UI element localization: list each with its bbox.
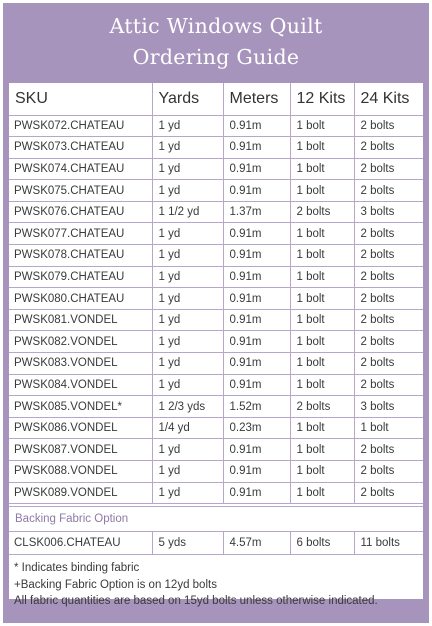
cell-24-kits: 2 bolts <box>354 309 423 331</box>
cell-12-kits: 1 bolt <box>290 266 354 288</box>
table-body <box>9 115 423 504</box>
cell-sku: PWSK088.VONDEL <box>9 461 152 483</box>
ordering-guide-card <box>3 3 429 623</box>
column-header-24-kits: 24 Kits <box>354 83 423 115</box>
cell-sku: PWSK074.CHATEAU <box>9 158 152 180</box>
cell-yards: 1 yd <box>152 266 223 288</box>
table-row <box>9 266 423 288</box>
cell-24-kits: 3 bolts <box>354 396 423 418</box>
cell-sku: PWSK083.VONDEL <box>9 353 152 375</box>
table-row <box>9 288 423 310</box>
cell-12-kits: 1 bolt <box>290 309 354 331</box>
cell-sku: PWSK079.CHATEAU <box>9 266 152 288</box>
ordering-table-sheet <box>9 83 423 608</box>
cell-yards: 1 yd <box>152 461 223 483</box>
cell-24-kits: 2 bolts <box>354 353 423 375</box>
cell-24-kits: 2 bolts <box>354 223 423 245</box>
cell-12-kits: 1 bolt <box>290 223 354 245</box>
table-row <box>9 137 423 159</box>
cell-yards: 1 yd <box>152 309 223 331</box>
cell-yards: 1 yd <box>152 223 223 245</box>
cell-24-kits: 2 bolts <box>354 439 423 461</box>
cell-24-kits: 2 bolts <box>354 288 423 310</box>
cell-12-kits: 1 bolt <box>290 374 354 396</box>
cell-24-kits: 2 bolts <box>354 331 423 353</box>
cell-12-kits: 2 bolts <box>290 201 354 223</box>
cell-24-kits: 3 bolts <box>354 201 423 223</box>
cell-yards: 1 yd <box>152 245 223 267</box>
backing-heading-row <box>9 507 423 532</box>
cell-yards: 1 yd <box>152 180 223 202</box>
cell-12-kits: 1 bolt <box>290 115 354 137</box>
table-row <box>9 201 423 223</box>
backing-yards: 5 yds <box>152 532 223 555</box>
footnote-binding: * Indicates binding fabric <box>14 562 140 575</box>
backing-12-kits: 6 bolts <box>290 532 354 555</box>
cell-sku: PWSK084.VONDEL <box>9 374 152 396</box>
cell-meters: 1.52m <box>223 396 290 418</box>
cell-12-kits: 1 bolt <box>290 158 354 180</box>
cell-12-kits: 1 bolt <box>290 331 354 353</box>
cell-sku: PWSK078.CHATEAU <box>9 245 152 267</box>
cell-yards: 1 1/2 yd <box>152 201 223 223</box>
cell-yards: 1 yd <box>152 137 223 159</box>
cell-meters: 0.91m <box>223 331 290 353</box>
table-row <box>9 461 423 483</box>
cell-meters: 0.91m <box>223 374 290 396</box>
cell-24-kits: 2 bolts <box>354 158 423 180</box>
backing-meters: 4.57m <box>223 532 290 555</box>
cell-yards: 1 2/3 yds <box>152 396 223 418</box>
table-row <box>9 223 423 245</box>
table-row <box>9 245 423 267</box>
column-header-12-kits: 12 Kits <box>290 83 354 115</box>
cell-meters: 0.91m <box>223 158 290 180</box>
cell-meters: 0.23m <box>223 417 290 439</box>
table-row <box>9 353 423 375</box>
column-header-yards: Yards <box>152 83 223 115</box>
cell-12-kits: 2 bolts <box>290 396 354 418</box>
cell-meters: 0.91m <box>223 353 290 375</box>
backing-sku: CLSK006.CHATEAU <box>9 532 152 555</box>
cell-sku: PWSK077.CHATEAU <box>9 223 152 245</box>
cell-meters: 0.91m <box>223 223 290 245</box>
cell-12-kits: 1 bolt <box>290 245 354 267</box>
cell-12-kits: 1 bolt <box>290 439 354 461</box>
cell-sku: PWSK089.VONDEL <box>9 482 152 504</box>
cell-24-kits: 2 bolts <box>354 461 423 483</box>
table-row <box>9 309 423 331</box>
table-row <box>9 331 423 353</box>
cell-yards: 1 yd <box>152 158 223 180</box>
cell-meters: 0.91m <box>223 309 290 331</box>
page-title <box>3 11 429 73</box>
backing-row <box>9 532 423 555</box>
table-header-row <box>9 83 423 115</box>
cell-12-kits: 1 bolt <box>290 180 354 202</box>
cell-sku: PWSK081.VONDEL <box>9 309 152 331</box>
cell-12-kits: 1 bolt <box>290 288 354 310</box>
cell-sku: PWSK085.VONDEL* <box>9 396 152 418</box>
table-row <box>9 158 423 180</box>
cell-meters: 0.91m <box>223 461 290 483</box>
cell-yards: 1/4 yd <box>152 417 223 439</box>
cell-meters: 0.91m <box>223 439 290 461</box>
cell-sku: PWSK073.CHATEAU <box>9 137 152 159</box>
title-line-1: Attic Windows Quilt <box>109 14 323 38</box>
cell-meters: 0.91m <box>223 482 290 504</box>
table-row <box>9 180 423 202</box>
cell-24-kits: 2 bolts <box>354 482 423 504</box>
cell-yards: 1 yd <box>152 331 223 353</box>
ordering-table <box>9 83 423 555</box>
cell-12-kits: 1 bolt <box>290 137 354 159</box>
cell-24-kits: 1 bolt <box>354 417 423 439</box>
footnote-backing: +Backing Fabric Option is on 12yd bolts <box>14 578 217 591</box>
cell-meters: 0.91m <box>223 137 290 159</box>
cell-12-kits: 1 bolt <box>290 482 354 504</box>
cell-yards: 1 yd <box>152 115 223 137</box>
backing-heading: Backing Fabric Option <box>9 507 423 532</box>
table-row <box>9 482 423 504</box>
cell-yards: 1 yd <box>152 288 223 310</box>
footnotes <box>9 555 423 610</box>
cell-yards: 1 yd <box>152 353 223 375</box>
cell-24-kits: 2 bolts <box>354 266 423 288</box>
cell-meters: 0.91m <box>223 115 290 137</box>
cell-12-kits: 1 bolt <box>290 417 354 439</box>
cell-24-kits: 2 bolts <box>354 115 423 137</box>
cell-24-kits: 2 bolts <box>354 245 423 267</box>
cell-sku: PWSK075.CHATEAU <box>9 180 152 202</box>
cell-meters: 1.37m <box>223 201 290 223</box>
cell-sku: PWSK072.CHATEAU <box>9 115 152 137</box>
cell-12-kits: 1 bolt <box>290 353 354 375</box>
cell-12-kits: 1 bolt <box>290 461 354 483</box>
footnote-bolts: All fabric quantities are based on 15yd bolts unless otherwise indicated. <box>14 595 378 608</box>
backing-24-kits: 11 bolts <box>354 532 423 555</box>
cell-meters: 0.91m <box>223 180 290 202</box>
table-row <box>9 396 423 418</box>
cell-meters: 0.91m <box>223 245 290 267</box>
table-row <box>9 374 423 396</box>
cell-24-kits: 2 bolts <box>354 374 423 396</box>
cell-yards: 1 yd <box>152 374 223 396</box>
cell-sku: PWSK076.CHATEAU <box>9 201 152 223</box>
cell-24-kits: 2 bolts <box>354 180 423 202</box>
cell-sku: PWSK086.VONDEL <box>9 417 152 439</box>
table-row <box>9 115 423 137</box>
cell-meters: 0.91m <box>223 266 290 288</box>
cell-sku: PWSK080.CHATEAU <box>9 288 152 310</box>
cell-yards: 1 yd <box>152 439 223 461</box>
column-header-meters: Meters <box>223 83 290 115</box>
cell-24-kits: 2 bolts <box>354 137 423 159</box>
table-row <box>9 417 423 439</box>
cell-meters: 0.91m <box>223 288 290 310</box>
column-header-sku: SKU <box>9 83 152 115</box>
cell-sku: PWSK087.VONDEL <box>9 439 152 461</box>
cell-yards: 1 yd <box>152 482 223 504</box>
table-row <box>9 439 423 461</box>
cell-sku: PWSK082.VONDEL <box>9 331 152 353</box>
title-line-2: Ordering Guide <box>132 45 300 69</box>
